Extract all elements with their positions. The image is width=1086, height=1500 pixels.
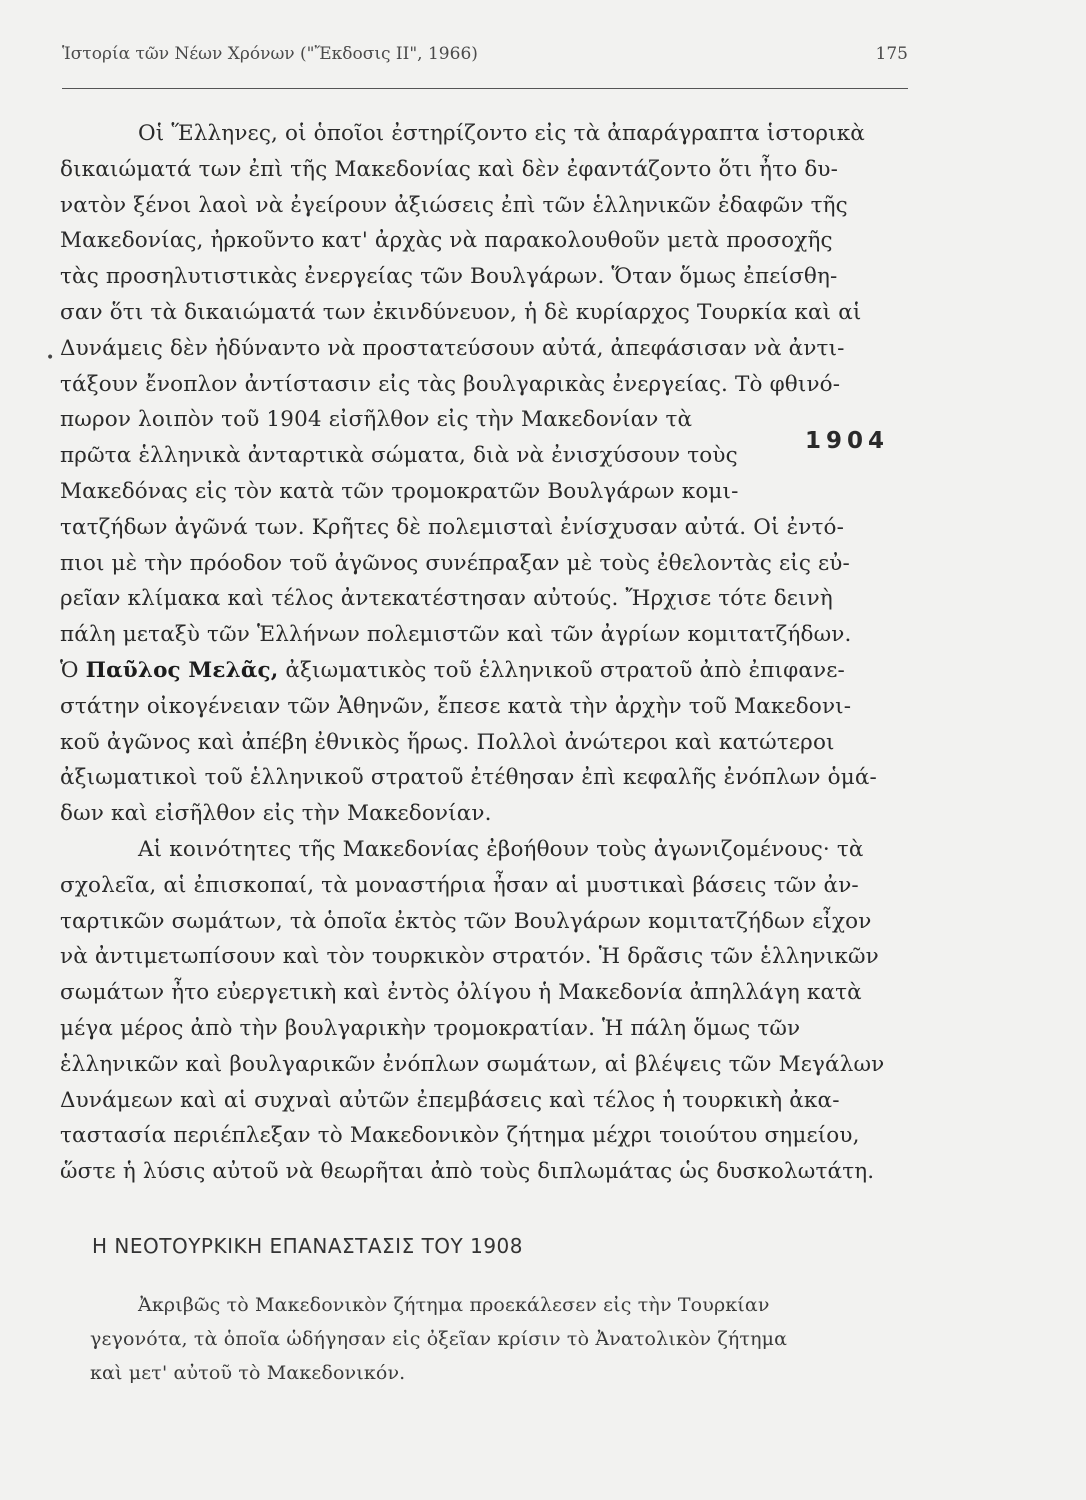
melas-rest: ἀξιωματικὸς τοῦ ἑλληνικοῦ στρατοῦ ἀπὸ ἐπιφανε- [278,657,845,683]
text-line: Αἱ κοινότητες τῆς Μακεδονίας ἐβοήθουν τοὺς ἀγωνιζομένους· τὰ [138,836,864,862]
text-line: Μακεδονίας, ἠρκοῦντο κατ' ἀρχὰς νὰ παρακολουθοῦν μετὰ προσοχῆς [60,228,833,254]
text-line: νὰ ἀντιμετωπίσουν καὶ τὸν τουρκικὸν στρατόν. Ἡ δρᾶσις τῶν ἑλληνικῶν [60,944,879,970]
text-line: κοῦ ἀγῶνος καὶ ἀπέβη ἐθνικὸς ἥρως. Πολλοὶ ἀνώτεροι καὶ κατώτεροι [60,729,835,755]
text-line: μέγα μέρος ἀπὸ τὴν βουλγαρικὴν τρομοκρατίαν. Ἡ πάλη ὅμως τῶν [60,1015,801,1041]
text-line: Οἱ Ἕλληνες, οἱ ὁποῖοι ἐστηρίζοντο εἰς τὰ ἀπαράγραπτα ἱστορικὰ [138,121,865,146]
text-line: ταρτικῶν σωμάτων, τὰ ὁποῖα ἐκτὸς τῶν Βουλγάρων κομιτατζήδων εἶχον [60,908,872,934]
text-line: Δυνάμεων καὶ αἱ συχναὶ αὐτῶν ἐπεμβάσεις καὶ τέλος ἡ τουρκικὴ ἀκα- [60,1087,840,1113]
melas-line [60,653,940,689]
melas-name: Παῦλος Μελᾶς, [85,657,279,683]
margin-note-year: 1904 [805,428,890,454]
melas-prefix: Ὁ [60,657,86,683]
text-line: δων καὶ εἰσῆλθον εἰς τὴν Μακεδονίαν. [60,801,492,827]
text-line: Ἀκριβῶς τὸ Μακεδονικὸν ζήτημα προεκάλεσεν εἰς τὴν Τουρκίαν [138,1294,770,1316]
margin-bullet-mark: • [46,350,55,366]
text-line: σαν ὅτι τὰ δικαιώματά των ἐκινδύνευον, ἡ δὲ κυρίαρχος Τουρκία καὶ αἱ [60,299,862,325]
text-line: πρῶτα ἑλληνικὰ ἀνταρτικὰ σώματα, διὰ νὰ ἐνισχύσουν τοὺς [60,443,738,469]
page-number: 175 [875,44,908,64]
main-text [60,116,940,1190]
header-rule [62,88,908,89]
text-line: πιοι μὲ τὴν πρόοδον τοῦ ἀγῶνος συνέπραξαν μὲ τοὺς ἐθελοντὰς εἰς εὐ- [60,550,850,576]
text-line: γεγονότα, τὰ ὁποῖα ὡδήγησαν εἰς ὀξεῖαν κρίσιν τὸ Ἀνατολικὸν ζήτημα [90,1328,788,1350]
section-heading: Η ΝΕΟΤΟΥΡΚΙΚΗ ΕΠΑΝΑΣΤΑΣΙΣ ΤΟΥ 1908 [92,1234,523,1258]
text-line: τάξουν ἔνοπλον ἀντίστασιν εἰς τὰς βουλγαρικὰς ἐνεργείας. Τὸ φθινό- [60,371,841,397]
text-line: καὶ μετ' αὐτοῦ τὸ Μακεδονικόν. [90,1362,406,1384]
running-title: Ἱστορία τῶν Νέων Χρόνων ("Ἔκδοσις ΙΙ", 1966) [62,44,478,64]
text-line: τατζήδων ἀγῶνά των. Κρῆτες δὲ πολεμισταὶ ἐνίσχυσαν αὐτά. Οἱ ἐντό- [60,514,845,540]
text-line: νατὸν ξένοι λαοὶ νὰ ἐγείρουν ἀξιώσεις ἐπὶ τῶν ἑλληνικῶν ἐδαφῶν τῆς [60,192,848,218]
text-line: ρεῖαν κλίμακα καὶ τέλος ἀντεκατέστησαν αὐτούς. Ἤρχισε τότε δεινὴ [60,586,833,612]
text-line: πωρον λοιπὸν τοῦ 1904 εἰσῆλθον εἰς τὴν Μακεδονίαν τὰ [60,407,693,433]
text-line: Δυνάμεις δὲν ἠδύναντο νὰ προστατεύσουν αὐτά, ἀπεφάσισαν νὰ ἀντι- [60,335,845,361]
text-line: ἀξιωματικοὶ τοῦ ἑλληνικοῦ στρατοῦ ἐτέθησαν ἐπὶ κεφαλῆς ἐνόπλων ὁμά- [60,765,877,791]
text-line: ἑλληνικῶν καὶ βουλγαρικῶν ἐνόπλων σωμάτων, αἱ βλέψεις τῶν Μεγάλων [60,1051,885,1077]
text-line: ὥστε ἡ λύσις αὐτοῦ νὰ θεωρῆται ἀπὸ τοὺς διπλωμάτας ὡς δυσκολωτάτη. [60,1159,875,1185]
text-line: ταστασία περιέπλεξαν τὸ Μακεδονικὸν ζήτημα μέχρι τοιούτου σημείου, [60,1123,860,1149]
text-line: σωμάτων ἦτο εὐεργετικὴ καὶ ἐντὸς ὀλίγου ἡ Μακεδονία ἀπηλλάγη κατὰ [60,980,862,1006]
text-line: Μακεδόνας εἰς τὸν κατὰ τῶν τρομοκρατῶν Βουλγάρων κομι- [60,478,739,504]
text-line: τὰς προσηλυτιστικὰς ἐνεργείας τῶν Βουλγάρων. Ὅταν ὅμως ἐπείσθη- [60,264,838,290]
text-line: στάτην οἰκογένειαν τῶν Ἀθηνῶν, ἔπεσε κατὰ τὴν ἀρχὴν τοῦ Μακεδονι- [60,693,852,719]
text-line: πάλη μεταξὺ τῶν Ἑλλήνων πολεμιστῶν καὶ τῶν ἀγρίων κομιτατζήδων. [60,622,852,648]
section-text [90,1288,950,1390]
text-line: δικαιώματά των ἐπὶ τῆς Μακεδονίας καὶ δὲν ἐφαντάζοντο ὅτι ἦτο δυ- [60,156,839,182]
text-line: σχολεῖα, αἱ ἐπισκοπαί, τὰ μοναστήρια ἦσαν αἱ μυστικαὶ βάσεις τῶν ἀν- [60,872,859,898]
